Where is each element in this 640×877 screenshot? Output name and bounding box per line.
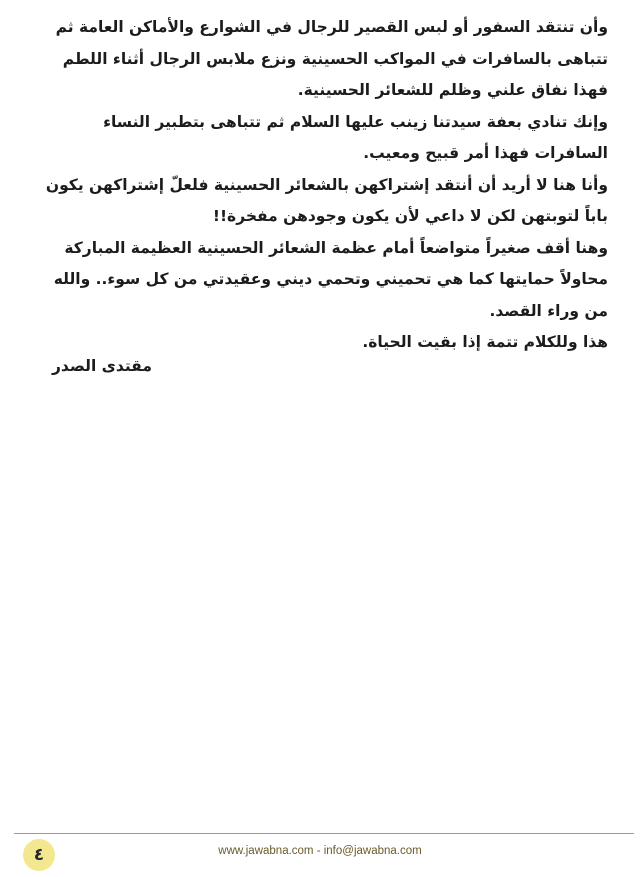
paragraph-3: وأنا هنا لا أريد أن أنتقد إشتراكهن بالشعائر الحسينية فلعلّ إشتراكهن يكون باباً لتوبتهن لكن لا داعي لأن يكون وجودهن مفخرة!! [45, 175, 608, 225]
footer-links[interactable]: www.jawabna.com - info@jawabna.com [218, 845, 422, 857]
page-number: ٤ [33, 845, 45, 865]
letter-body [34, 12, 608, 359]
paragraph-1: وأن تنتقد السفور أو لبس القصير للرجال في الشوارع والأماكن العامة ثم تتباهى بالسافرات في المواكب الحسينية ونزع ملابس الرجال أثناء اللطم فهذا نفاق علني وظلم للشعائر الحسينية. [55, 18, 608, 99]
paragraph-4: وهنا أقف صغيراً متواضعاً أمام عظمة الشعائر الحسينية العظيمة المباركة محاولاً حمايتها كما هي تحميني وتحمي ديني وعقيدتي من كل سوء.. والله من وراء القصد. [53, 238, 608, 320]
signature: مقتدى الصدر [52, 357, 152, 375]
footer-divider [14, 833, 634, 834]
paragraph-2: وإنك تنادي بعفة سيدتنا زينب عليها السلام ثم تتباهى بتطبير النساء السافرات فهذا أمر قبيح ومعيب. [103, 112, 608, 162]
paragraph-5: هذا وللكلام تتمة إذا بقيت الحياة. [362, 333, 608, 351]
